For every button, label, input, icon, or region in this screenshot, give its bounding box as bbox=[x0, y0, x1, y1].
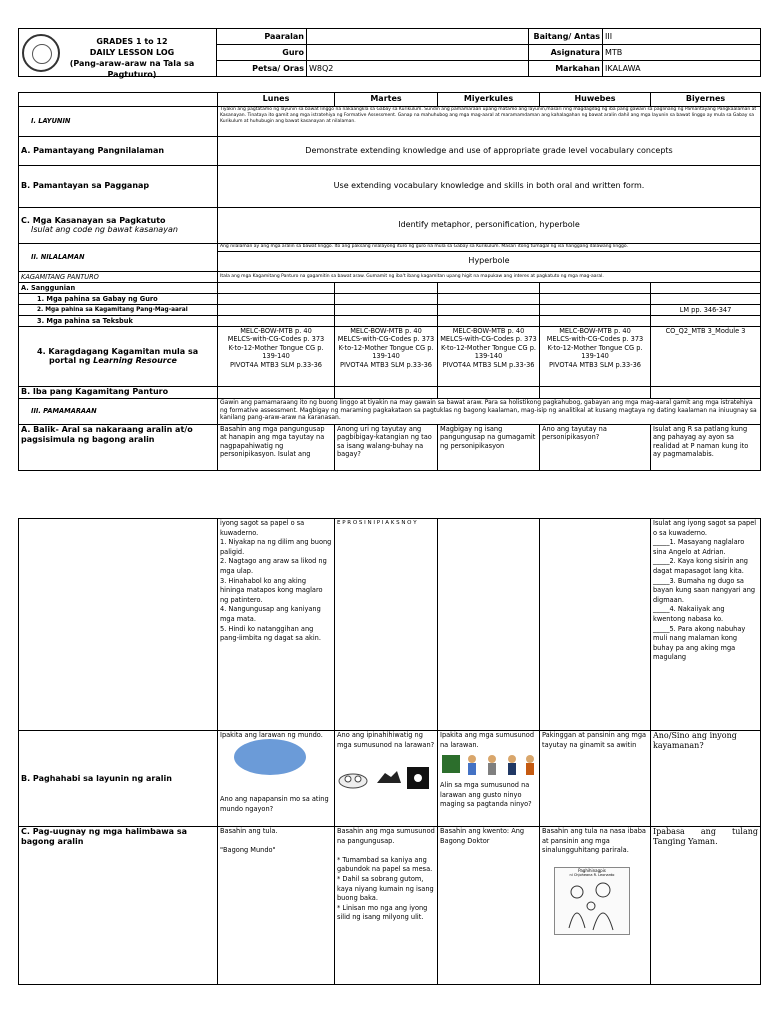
pamamaraan-note: Gawin ang pamamaraang ito ng buong linggo at tiyakin na may gawain sa bawat araw. Para sa holistikong pagkahubog, gabayan ang mga mag-aaral gamit ang mga istratehiya ng formative assessment. Magbigay ng maraming pagkakataon sa pagtuklas ng bagong kaalaman, mag-isip ng analitikal at kusang magtaya ng dating kaalaman na iniuugnay sa kanilang pang-araw-araw na karanasan. bbox=[218, 399, 761, 425]
iba-pang-cell[interactable] bbox=[540, 387, 651, 399]
document-title: GRADES 1 to 12 DAILY LESSON LOG (Pang-araw-araw na Tala sa Pagtuturo) bbox=[69, 37, 195, 79]
baitang-field[interactable]: III bbox=[603, 29, 761, 45]
mga-kasanayan-value: Identify metaphor, personification, hyperbole bbox=[218, 208, 761, 244]
pang-mag-aaral-cell[interactable] bbox=[218, 305, 335, 316]
career-images bbox=[442, 753, 538, 777]
baitang-label: Baitang/ Antas bbox=[529, 29, 603, 45]
pamantayang-pangnilalaman-value: Demonstrate extending knowledge and use of appropriate grade level vocabulary concepts bbox=[218, 137, 761, 166]
pamantayan-pagganap-label: B. Pamantayan sa Pagganap bbox=[19, 166, 218, 208]
paaralan-field[interactable] bbox=[307, 29, 529, 45]
gabay-guro-cell[interactable] bbox=[438, 294, 540, 305]
corner-cell bbox=[19, 93, 218, 107]
gabay-guro-cell[interactable] bbox=[218, 294, 335, 305]
continued-martes-scramble: E P R O S I N I P I A K S N O Y bbox=[335, 519, 438, 731]
lesson-log-table-continued bbox=[18, 518, 761, 985]
nilalaman-value: Hyperbole bbox=[218, 252, 761, 272]
pamamaraan-label: III. PAMAMARAAN bbox=[19, 399, 218, 425]
iba-pang-cell[interactable] bbox=[651, 387, 761, 399]
karagdagang-biyernes: CO_Q2_MTB 3_Module 3 bbox=[651, 327, 761, 387]
day-header-huwebes: Huwebes bbox=[540, 93, 651, 107]
continued-huwebes bbox=[540, 519, 651, 731]
pang-mag-aaral-biyernes: LM pp. 346-347 bbox=[651, 305, 761, 316]
pamantayan-pagganap-value: Use extending vocabulary knowledge and skills in both oral and written form. bbox=[218, 166, 761, 208]
balik-aral-martes: Anong uri ng tayutay ang pagbibigay-katangian ng tao sa isang walang-buhay na bagay? bbox=[335, 425, 438, 471]
day-header-lunes: Lunes bbox=[218, 93, 335, 107]
paghahabi-biyernes: Ano/Sino ang inyong kayamanan? bbox=[651, 731, 761, 827]
mga-kasanayan-cell bbox=[19, 208, 218, 244]
iba-pang-cell[interactable] bbox=[438, 387, 540, 399]
teksbuk-label: 3. Mga pahina sa Teksbuk bbox=[19, 316, 218, 327]
logo-cell bbox=[19, 29, 217, 77]
pamantayang-pangnilalaman-label: A. Pamantayang Pangnilalaman bbox=[19, 137, 218, 166]
continued-biyernes: Isulat ang iyong sagot sa papel o sa kuwaderno. _____1. Masayang naglalaro sina Angelo at Adrian. _____2. Kaya kong sisirin ang dagat mapasagot lang kita. _____3. Bumaha ng dugo sa bayan kung saan nangyari ang digmaan. _____4. Nakaiiyak ang kwentong nabasa ko. _____5. Para akong nabuhay muli nang malaman kong buhay pa ang aking mga magulang bbox=[651, 519, 761, 731]
globe-image bbox=[234, 739, 306, 775]
lesson-log-table bbox=[18, 92, 761, 471]
pang-mag-aaral-cell[interactable] bbox=[335, 305, 438, 316]
karagdagang-huwebes: MELC-BOW-MTB p. 40 MELCS-with-CG-Codes p. 373 K-to-12-Mother Tongue CG p. 139-140 PIVOT4A MTB3 SLM p.33-36 bbox=[540, 327, 651, 387]
pang-mag-aaral-cell[interactable] bbox=[540, 305, 651, 316]
sanggunian-cell[interactable] bbox=[651, 283, 761, 294]
sanggunian-label: A. Sanggunian bbox=[19, 283, 218, 294]
kagamitang-panturo-note: Itala ang mga Kagamitang Panturo na gagamitin sa bawat araw. Gumamit ng iba't ibang kagamitan upang higit na mapukaw ang interes at pagkatuto ng mga mag-aaral. bbox=[218, 272, 761, 283]
paghahabi-martes: Ano ang ipinahihiwatig ng mga sumusunod na larawan? bbox=[335, 731, 438, 827]
pag-uugnay-miyerkules: Basahin ang kwento: Ang Bagong Doktor bbox=[438, 827, 540, 985]
gabay-guro-cell[interactable] bbox=[335, 294, 438, 305]
karagdagang-martes: MELC-BOW-MTB p. 40 MELCS-with-CG-Codes p. 373 K-to-12-Mother Tongue CG p. 139-140 PIVOT4A MTB3 SLM p.33-36 bbox=[335, 327, 438, 387]
layunin-label: I. LAYUNIN bbox=[19, 107, 218, 137]
poem-image: Paghihinagpis ni Chjoheana R. Leonardo bbox=[554, 867, 630, 935]
day-header-martes: Martes bbox=[335, 93, 438, 107]
sanggunian-cell[interactable] bbox=[540, 283, 651, 294]
mga-kasanayan-sublabel: Isulat ang code ng bawat kasanayan bbox=[31, 224, 178, 234]
paghahabi-lunes bbox=[218, 731, 335, 827]
day-header-miyerkules: Miyerkules bbox=[438, 93, 540, 107]
guro-field[interactable] bbox=[307, 45, 529, 61]
teksbuk-cell[interactable] bbox=[218, 316, 335, 327]
paghahabi-martes-images bbox=[337, 763, 433, 791]
balik-aral-label: A. Balik- Aral sa nakaraang aralin at/o pagsisimula ng bagong aralin bbox=[19, 425, 218, 471]
teksbuk-cell[interactable] bbox=[651, 316, 761, 327]
sanggunian-cell[interactable] bbox=[438, 283, 540, 294]
continued-label-cell bbox=[19, 519, 218, 731]
balik-aral-miyerkules: Magbigay ng isang pangungusap na gumagamit ng personipikasyon bbox=[438, 425, 540, 471]
nilalaman-note: Ang nilalaman ay ang mga aralin sa bawat linggo. Ito ang paksang nilalayong ituro ng guro na mula sa Gabay sa Kurikulum. Masari itong tumagal ng isa hanggang dalawang linggo. bbox=[218, 244, 761, 252]
markahan-label: Markahan bbox=[529, 61, 603, 77]
gabay-guro-cell[interactable] bbox=[651, 294, 761, 305]
paghahabi-miyerkules: Ipakita ang mga sumusunod na larawan. Alin sa mga sumusunod na larawan ang gusto ninyo maging sa pagtanda ninyo? bbox=[438, 731, 540, 827]
layunin-instructions: Tiyakin ang pagtatamo ng layunin sa bawat linggo na nakaangkla sa Gabay sa Kurikulum. Sundin ang pamamaraan upang matamo ang layunin,masari ring magdagdag ng iba pang gawain sa paglinang ng Pamantayang Pangkaalaman at Kasanayan. Tinataya ito gamit ang mga istratehiya ng Formative Assessment. Ganap na mahuhubog ang mga mag-aaral at maramamdaman ang kahalagahan ng bawat aralin dahil ang mga layunin sa bawat linggo ay mula sa Gabay sa Kurikulum at huhubugin ang bawat kasanayan at nilalaman. bbox=[218, 107, 761, 137]
pag-uugnay-huwebes: Basahin ang tula na nasa ibaba at pansinin ang mga sinalungguhitang parirala. Paghihinagpis ni Chjoheana R. Leonardo bbox=[540, 827, 651, 985]
gabay-guro-label: 1. Mga pahina sa Gabay ng Guro bbox=[19, 294, 218, 305]
petsa-field[interactable]: W8Q2 bbox=[307, 61, 529, 77]
guro-label: Guro bbox=[217, 45, 307, 61]
paghahabi-huwebes: Pakinggan at pansinin ang mga tayutay na ginamit sa awitin bbox=[540, 731, 651, 827]
iba-pang-kagamitan-label: B. Iba pang Kagamitang Panturo bbox=[19, 387, 218, 399]
sanggunian-cell[interactable] bbox=[218, 283, 335, 294]
continued-miyerkules bbox=[438, 519, 540, 731]
karagdagang-miyerkules: MELC-BOW-MTB p. 40 MELCS-with-CG-Codes p. 373 K-to-12-Mother Tongue CG p. 139-140 PIVOT4A MTB3 SLM p.33-36 bbox=[438, 327, 540, 387]
pag-uugnay-biyernes: Ipabasa ang tulang Tanging Yaman. bbox=[651, 827, 761, 985]
karagdagang-lunes: MELC-BOW-MTB p. 40 MELCS-with-CG-Codes p. 373 K-to-12-Mother Tongue CG p. 139-140 PIVOT4A MTB3 SLM p.33-36 bbox=[218, 327, 335, 387]
petsa-label: Petsa/ Oras bbox=[217, 61, 307, 77]
pang-mag-aaral-cell[interactable] bbox=[438, 305, 540, 316]
sanggunian-cell[interactable] bbox=[335, 283, 438, 294]
karagdagang-kagamitan-label: 4. Karagdagang Kagamitan mula sa portal ng Learning Resource bbox=[19, 327, 218, 387]
mga-kasanayan-label: C. Mga Kasanayan sa Pagkatuto bbox=[21, 216, 166, 226]
asignatura-label: Asignatura bbox=[529, 45, 603, 61]
paghahabi-lunes-bottom: Ano ang napapansin mo sa ating mundo ngayon? bbox=[220, 795, 329, 813]
header-table bbox=[18, 28, 761, 77]
pag-uugnay-lunes: Basahin ang tula. "Bagong Mundo" bbox=[218, 827, 335, 985]
gabay-guro-cell[interactable] bbox=[540, 294, 651, 305]
pag-uugnay-label: C. Pag-uugnay ng mga halimbawa sa bagong aralin bbox=[19, 827, 218, 985]
balik-aral-lunes: Basahin ang mga pangungusap at hanapin ang mga tayutay na nagpapahiwatig ng personipikasyon. Isulat ang bbox=[218, 425, 335, 471]
iba-pang-cell[interactable] bbox=[335, 387, 438, 399]
continued-lunes: iyong sagot sa papel o sa kuwaderno. 1. Niyakap na ng dilim ang buong paligid. 2. Nagtago ang araw sa likod ng mga ulap. 3. Hinahabol ko ang aking hininga matapos kong maglaro ng patintero. 4. Nangungusap ang kaniyang mga mata. 5. Hindi ko natanggihan ang pang-iimbita ng dagat sa akin. bbox=[218, 519, 335, 731]
paghahabi-lunes-top: Ipakita ang larawan ng mundo. bbox=[220, 731, 323, 739]
markahan-field[interactable]: IKALAWA bbox=[603, 61, 761, 77]
balik-aral-huwebes: Ano ang tayutay na personipikasyon? bbox=[540, 425, 651, 471]
balik-aral-biyernes: Isulat ang R sa patlang kung ang pahayag ay ayon sa realidad at P naman kung ito ay pagmamalabis. bbox=[651, 425, 761, 471]
kagamitang-panturo-label: KAGAMITANG PANTURO bbox=[19, 272, 218, 283]
pag-uugnay-martes: Basahin ang mga sumusunod na pangungusap. * Tumambad sa kaniya ang gabundok na papel sa mesa. * Dahil sa sobrang gutom, kaya niyang kumain ng isang buong baka. * Linisan mo nga ang iyong silid ng isang milyong ulit. bbox=[335, 827, 438, 985]
asignatura-field[interactable]: MTB bbox=[603, 45, 761, 61]
family-illustration bbox=[555, 878, 627, 932]
paghahabi-label: B. Paghahabi sa layunin ng aralin bbox=[19, 731, 218, 827]
teksbuk-cell[interactable] bbox=[540, 316, 651, 327]
nilalaman-label: II. NILALAMAN bbox=[19, 244, 218, 272]
iba-pang-cell[interactable] bbox=[218, 387, 335, 399]
teksbuk-cell[interactable] bbox=[438, 316, 540, 327]
pang-mag-aaral-label: 2. Mga pahina sa Kagamitang Pang-Mag-aaral bbox=[19, 305, 218, 316]
teksbuk-cell[interactable] bbox=[335, 316, 438, 327]
paaralan-label: Paaralan bbox=[217, 29, 307, 45]
day-header-biyernes: Biyernes bbox=[651, 93, 761, 107]
